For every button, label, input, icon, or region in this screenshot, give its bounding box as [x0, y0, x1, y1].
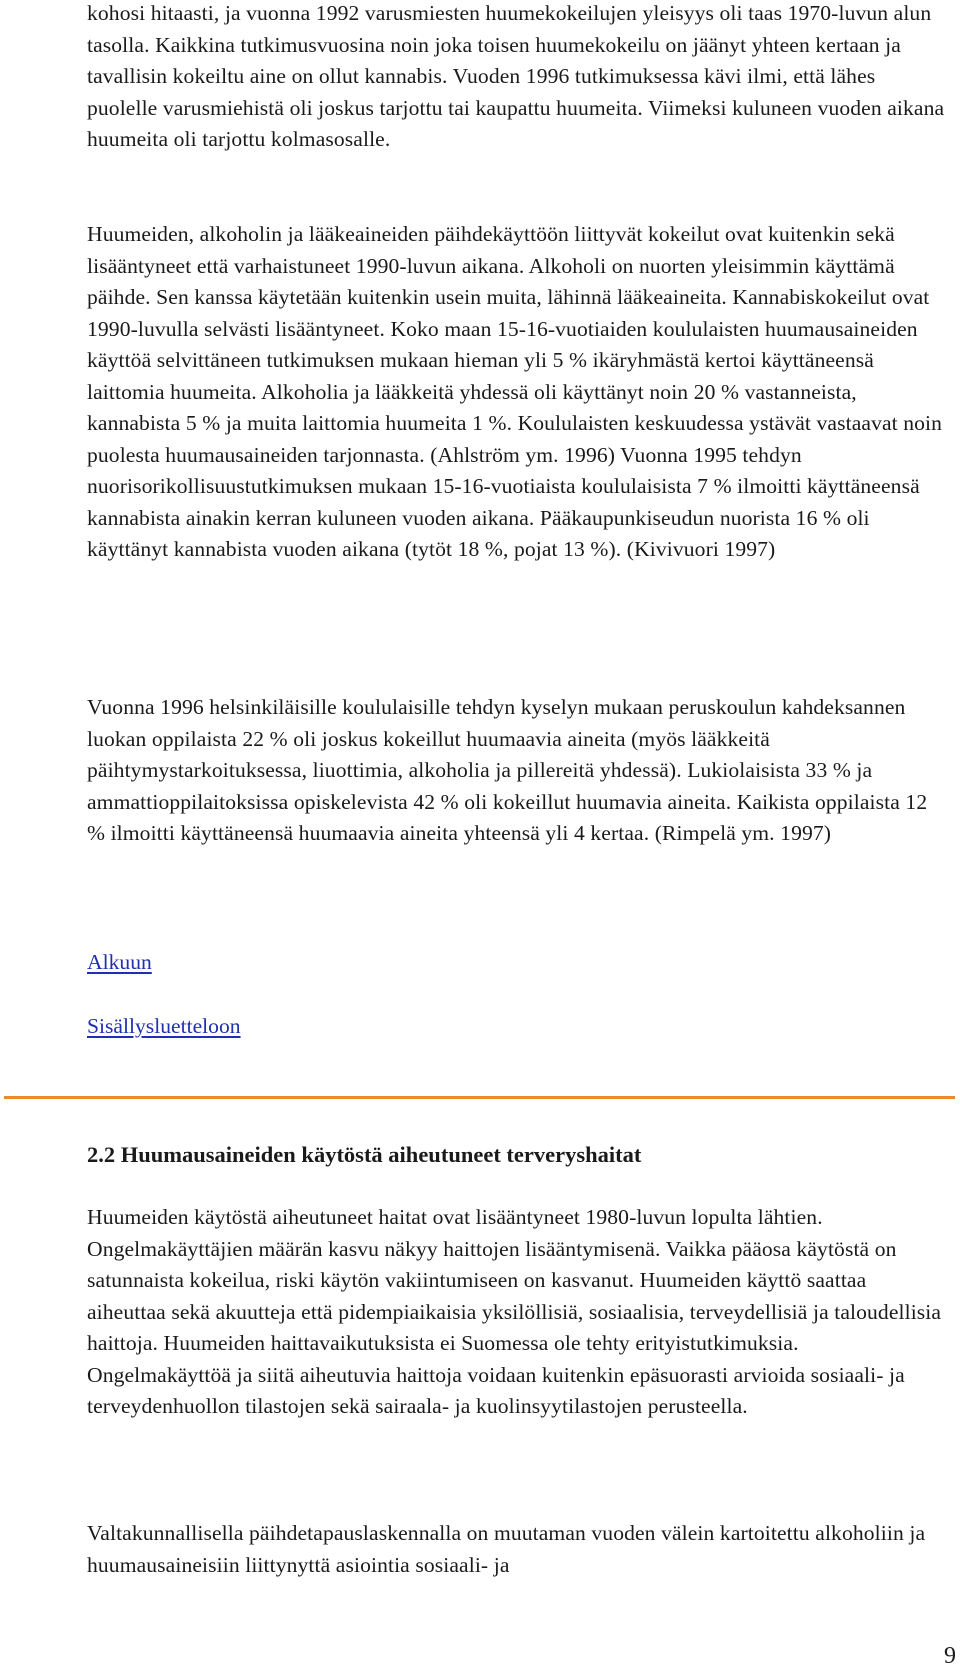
- back-to-top-link[interactable]: Alkuun: [87, 950, 152, 974]
- paragraph-varusmiehet: kohosi hitaasti, ja vuonna 1992 varusmiesten huumekokeilujen yleisyys oli taas 1970-luvun alun tasolla. Kaikkina tutkimusvuosina noin joka toisen huumekokeilu on jäänyt yhteen kertaan ja tavallisin kokeiltu aine on ollut kannabis. Vuoden 1996 tutkimuksessa kävi ilmi, että lähes puolelle varusmiehistä oli joskus tarjottu tai kaupattu huumeita. Viimeksi kuluneen vuoden aikana huumeita oli tarjottu kolmasosalle.: [87, 1, 945, 151]
- section-divider: [4, 1096, 955, 1099]
- paragraph-kokeilut: Huumeiden, alkoholin ja lääkeaineiden päihdekäyttöön liittyvät kokeilut ovat kuitenkin sekä lisääntyneet että varhaistuneet 1990-luvun aikana. Alkoholi on nuorten yleisimmin käyttämä päihde. Sen kanssa käytetään kuitenkin usein muita, lähinnä lääkeaineita. Kannabiskokeilut ovat 1990-luvulla selvästi lisääntyneet. Koko maan 15-16-vuotiaiden koululaisten huumausaineiden käyttöä selvittäneen tutkimuksen mukaan hieman yli 5 % ikäryhmästä kertoi käyttäneensä laittomia huumeita. Alkoholia ja lääkkeitä yhdessä oli käyttänyt noin 20 % vastanneista, kannabista 5 % ja muita laittomia huumeita 1 %. Koululaisten keskuudessa ystävät vastaavat noin puolesta huumausaineiden tarjonnasta. (Ahlström ym. 1996) Vuonna 1995 tehdyn nuorisorikollisuustutkimuksen mukaan 15-16-vuotiaista koululaisista 7 % ilmoitti käyttäneensä kannabista ainakin kerran kuluneen vuoden aikana. Pääkaupunkiseudun nuorista 16 % oli käyttänyt kannabista vuoden aikana (tytöt 18 %, pojat 13 %). (Kivivuori 1997): [87, 222, 943, 561]
- page-number: 9: [944, 1643, 956, 1669]
- back-to-top-line: [87, 947, 152, 979]
- paragraph-helsinki-survey: Vuonna 1996 helsinkiläisille koululaisille tehdyn kyselyn mukaan peruskoulun kahdeksannen luokan oppilaista 22 % oli joskus kokeillut huumaavia aineita (myös lääkkeitä päihtymystarkoituksessa, liuottimia, alkoholia ja pillereitä yhdessä). Lukiolaisista 33 % ja ammattioppilaitoksissa opiskelevista 42 % oli kokeillut huumavia aineita. Kaikista oppilaista 12 % ilmoitti käyttäneensä huumaavia aineita yhteensä yli 4 kertaa. (Rimpelä ym. 1997): [87, 695, 928, 845]
- table-of-contents-line: [87, 1011, 241, 1043]
- paragraph-laskenta: Valtakunnallisella päihdetapauslaskennalla on muutaman vuoden välein kartoitettu alkoholiin ja huumausaineisiin liittynyttä asiointia sosiaali- ja: [87, 1521, 926, 1577]
- table-of-contents-link[interactable]: Sisällysluetteloon: [87, 1014, 241, 1038]
- section-heading: 2.2 Huumausaineiden käytöstä aiheutuneet terveryshaitat: [87, 1142, 642, 1167]
- paragraph-haitat: Huumeiden käytöstä aiheutuneet haitat ovat lisääntyneet 1980-luvun lopulta lähtien. Ongelmakäyttäjien määrän kasvu näkyy haittojen lisääntymisenä. Vaikka pääosa käytöstä on satunnaista kokeilua, riski käytön vakiintumiseen on kasvanut. Huumeiden käyttö saattaa aiheuttaa sekä akuutteja että pidempiaikaisia yksilöllisiä, sosiaalisia, terveydellisiä ja taloudellisia haittoja. Huumeiden haittavaikutuksista ei Suomessa ole tehty erityistutkimuksia. Ongelmakäyttöä ja siitä aiheutuvia haittoja voidaan kuitenkin epäsuorasti arvioida sosiaali- ja terveydenhuollon tilastojen sekä sairaala- ja kuolinsyytilastojen perusteella.: [87, 1205, 942, 1418]
